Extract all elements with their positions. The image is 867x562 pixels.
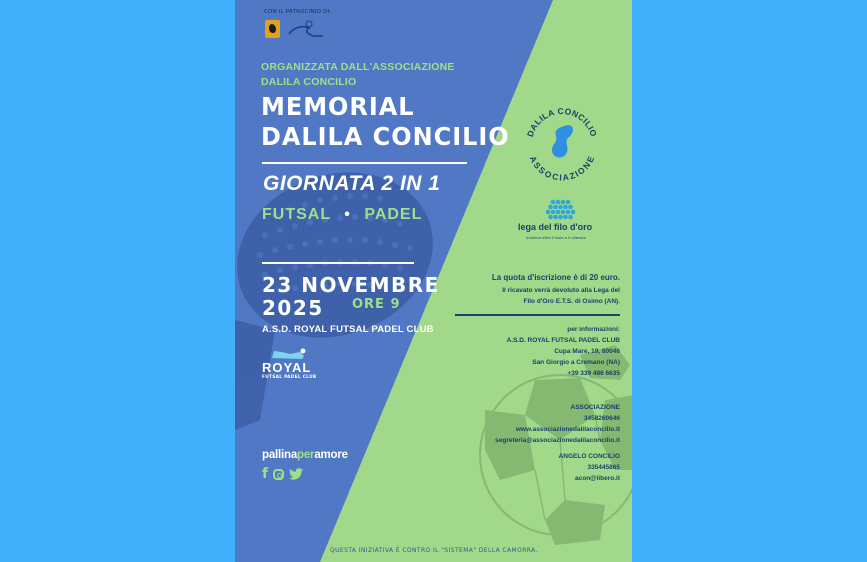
- social-icons: [262, 467, 303, 481]
- svg-text:ASSOCIAZIONE: [528, 154, 597, 182]
- hashtag-part1: pallina: [262, 449, 298, 461]
- fee-line1: La quota d'iscrizione è di 20 euro.: [491, 273, 620, 282]
- royal-logo-subtitle: FUTSAL PADEL CLUB: [262, 375, 317, 380]
- info-address1: Cupa Mare, 19, 80046: [554, 348, 620, 355]
- assoc-contact-label: ASSOCIAZIONE: [570, 404, 620, 411]
- organized-by-line1: ORGANIZZATA DALL'ASSOCIAZIONE: [261, 61, 455, 73]
- fee-line2: Il ricavato verrà devoluto alla Lega del: [502, 287, 620, 294]
- assoc-contact-email[interactable]: segreteria@associazionedalilaconcilio.it: [495, 437, 620, 444]
- dalila-concilio-association-logo: [520, 100, 604, 184]
- lega-filo-doro-name: lega del filo d'oro: [518, 222, 593, 232]
- sport-futsal: FUTSAL: [262, 206, 331, 223]
- event-time: ORE 9: [352, 297, 401, 312]
- patron-horse-logo-icon: [265, 20, 280, 38]
- fee-line3: Filo d'Oro E.T.S. di Osimo (AN).: [523, 298, 620, 305]
- shoe-icon: [270, 348, 308, 360]
- footer-note: QUESTA INIZIATIVA È CONTRO IL "SISTEMA" DELLA CAMORRA.: [330, 547, 538, 554]
- lega-filo-doro-logo-icon: [543, 199, 579, 223]
- assoc-contact-phone[interactable]: 3458260646: [583, 415, 620, 422]
- event-venue: A.S.D. ROYAL FUTSAL PADEL CLUB: [262, 324, 434, 335]
- event-subtitle: GIORNATA 2 IN 1: [263, 172, 441, 195]
- event-date-day-month: 23 NOVEMBRE: [262, 273, 440, 297]
- sports-list: [262, 206, 422, 224]
- event-poster: [235, 0, 632, 562]
- hashtag-part3: amore: [314, 449, 348, 461]
- instagram-icon[interactable]: [273, 469, 284, 480]
- person-contact-email[interactable]: acon@libero.it: [575, 475, 620, 482]
- organized-by-line2: DALILA CONCILIO: [261, 76, 357, 88]
- twitter-icon[interactable]: [289, 468, 303, 480]
- sport-padel: PADEL: [364, 206, 423, 223]
- date-divider: [262, 262, 414, 264]
- person-contact-name: ANGELO CONCILIO: [558, 453, 620, 460]
- assoc-logo-bottom-text: ASSOCIAZIONE: [527, 154, 597, 183]
- title-line2: DALILA CONCILIO: [261, 122, 510, 151]
- info-phone[interactable]: +39 339 486 6635: [567, 370, 620, 377]
- hashtag-pallinaperamore: [262, 449, 348, 461]
- title-divider: [262, 162, 467, 164]
- fee-divider: [455, 314, 620, 316]
- info-label: per informazioni:: [567, 326, 620, 333]
- info-club: A.S.D. ROYAL FUTSAL PADEL CLUB: [506, 337, 620, 344]
- hashtag-part2: per: [297, 449, 315, 461]
- royal-logo-word: ROYAL: [262, 360, 312, 375]
- person-contact-phone[interactable]: 335445865: [587, 464, 620, 471]
- assoc-contact-website[interactable]: www.associazionedalilaconcilio.it: [515, 426, 620, 433]
- patronage-label: CON IL PATROCINIO DI:: [264, 9, 332, 15]
- info-address2: San Giorgio a Cremano (NA): [532, 359, 620, 366]
- event-date-year: 2025: [262, 296, 324, 320]
- facebook-icon[interactable]: f: [262, 466, 269, 482]
- lega-filo-doro-tagline: Insieme oltre il buio e il silenzio: [526, 235, 586, 240]
- assoc-logo-top-text: DALILA CONCILIO: [524, 105, 600, 139]
- royal-club-logo: [260, 348, 320, 388]
- patron-swirl-logo-icon: [285, 18, 327, 40]
- title-line1: MEMORIAL: [261, 92, 415, 121]
- sport-separator: •: [344, 206, 351, 223]
